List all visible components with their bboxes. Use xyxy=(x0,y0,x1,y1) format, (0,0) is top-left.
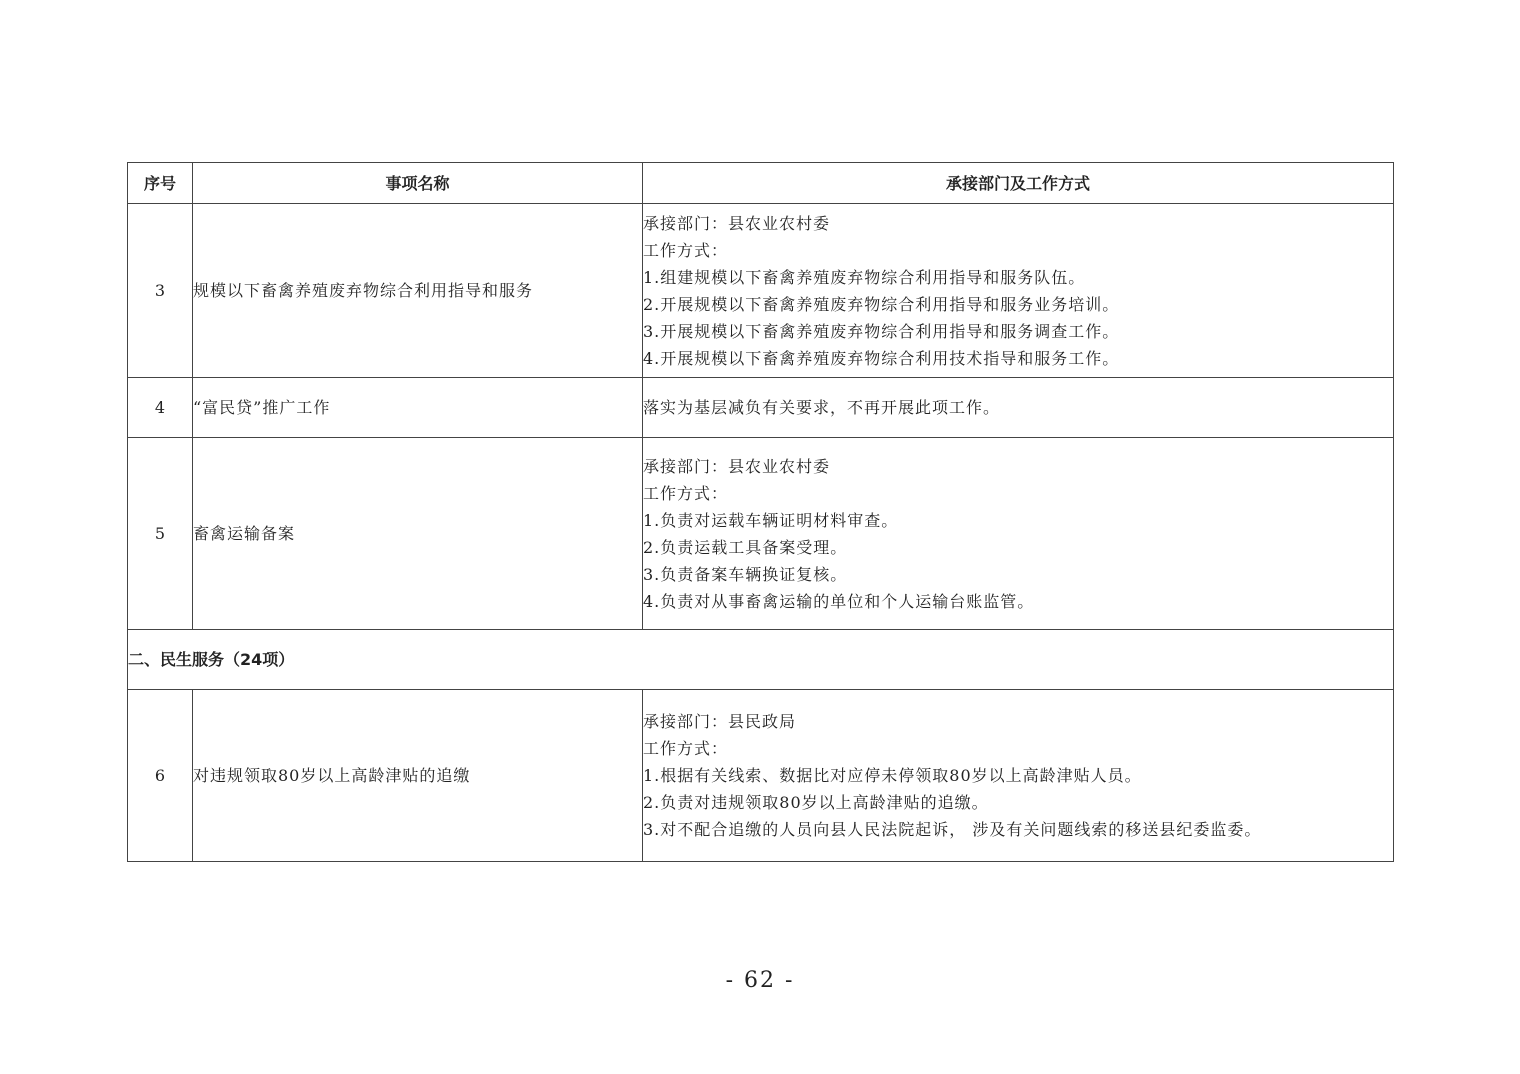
method-line: 1.根据有关线索、数据比对应停未停领取80岁以上高龄津贴人员。 xyxy=(643,766,1142,785)
header-method: 承接部门及工作方式 xyxy=(643,163,1394,204)
method-line: 2.负责对违规领取80岁以上高龄津贴的追缴。 xyxy=(643,793,989,812)
section-title: 二、民生服务（24项） xyxy=(128,630,1394,690)
row-index: 6 xyxy=(128,690,193,862)
section-row xyxy=(128,630,1394,690)
row-name: 对违规领取80岁以上高龄津贴的追缴 xyxy=(193,690,643,862)
row-method xyxy=(643,690,1394,862)
method-line: 工作方式： xyxy=(643,483,729,503)
method-line: 1.组建规模以下畜禽养殖废弃物综合利用指导和服务队伍。 xyxy=(643,267,1086,287)
matters-table xyxy=(127,162,1394,862)
header-name: 事项名称 xyxy=(193,163,643,204)
table-row xyxy=(128,438,1394,630)
method-line: 4.开展规模以下畜禽养殖废弃物综合利用技术指导和服务工作。 xyxy=(643,348,1120,368)
method-line: 落实为基层减负有关要求，不再开展此项工作。 xyxy=(643,398,1001,417)
table-header-row xyxy=(128,163,1394,204)
row-name: “富民贷”推广工作 xyxy=(193,378,643,438)
table-row xyxy=(128,204,1394,378)
method-line: 承接部门：县农业农村委 xyxy=(643,213,831,233)
row-method xyxy=(643,378,1394,438)
method-line: 3.负责备案车辆换证复核。 xyxy=(643,564,848,584)
method-line: 4.负责对从事畜禽运输的单位和个人运输台账监管。 xyxy=(643,591,1035,611)
method-line: 1.负责对运载车辆证明材料审查。 xyxy=(643,510,899,530)
row-index: 5 xyxy=(128,438,193,630)
method-line: 2.开展规模以下畜禽养殖废弃物综合利用指导和服务业务培训。 xyxy=(643,294,1120,314)
table-row xyxy=(128,690,1394,862)
row-index: 4 xyxy=(128,378,193,438)
method-line: 3.开展规模以下畜禽养殖废弃物综合利用指导和服务调查工作。 xyxy=(643,321,1120,341)
row-method xyxy=(643,204,1394,378)
row-name: 畜禽运输备案 xyxy=(193,438,643,630)
method-line: 工作方式： xyxy=(643,240,729,260)
row-name: 规模以下畜禽养殖废弃物综合利用指导和服务 xyxy=(193,204,643,378)
method-line: 3.对不配合追缴的人员向县人民法院起诉， 涉及有关问题线索的移送县纪委监委。 xyxy=(643,820,1262,839)
row-method xyxy=(643,438,1394,630)
table-row xyxy=(128,378,1394,438)
page-number: - 62 - xyxy=(725,968,795,993)
method-line: 承接部门：县民政局 xyxy=(643,712,797,731)
method-line: 工作方式： xyxy=(643,739,729,758)
method-line: 承接部门：县农业农村委 xyxy=(643,456,831,476)
row-index: 3 xyxy=(128,204,193,378)
method-line: 2.负责运载工具备案受理。 xyxy=(643,537,848,557)
header-index: 序号 xyxy=(128,163,193,204)
